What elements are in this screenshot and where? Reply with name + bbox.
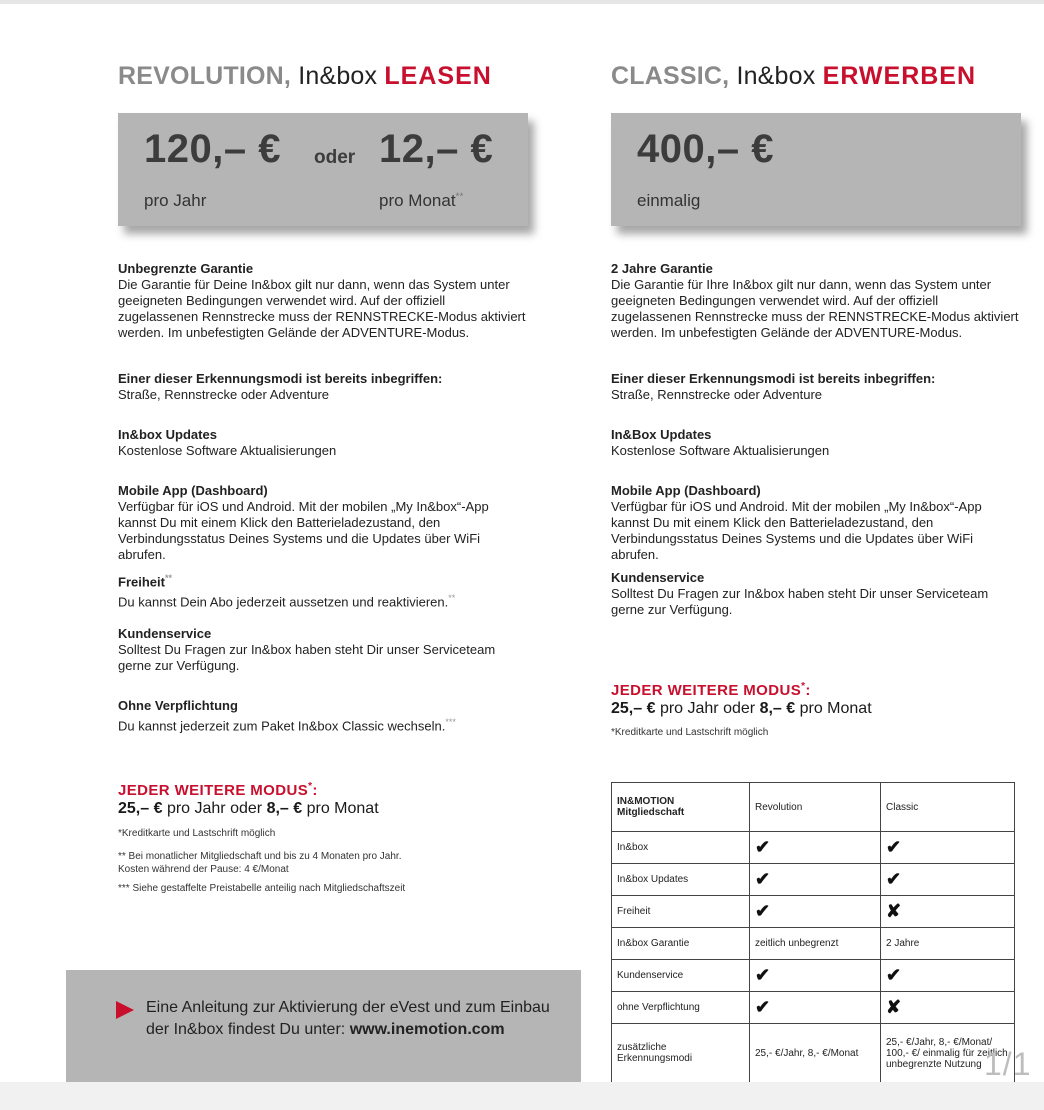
footnote-price-table: *** Siehe gestaffelte Preistabelle anteilig nach Mitgliedschaftszeit: [118, 883, 406, 894]
table-row: [612, 960, 1015, 992]
price-or: oder: [314, 147, 356, 168]
table-header-row: [612, 783, 1015, 832]
table-cell: zeitlich unbegrenzt: [750, 928, 881, 960]
feature-text: Straße, Rennstrecke oder Adventure: [611, 387, 823, 402]
feature-unlimited-warranty: [118, 261, 528, 341]
feature-heading: 2 Jahre Garantie: [611, 261, 713, 276]
feature-two-year-warranty: [611, 261, 1021, 341]
feature-text: Die Garantie für Ihre In&box gilt nur dann, wenn das System unter geeigneten Bedingungen verwendet wird. Auf der offiziell zugelassenen Rennstrecke muss der RENNSTRECKE-Modus aktiviert werden. Im unbefestigten Gelände der ADVENTURE-Modus.: [611, 277, 1019, 340]
table-row: [612, 1024, 1015, 1083]
feature-heading: Mobile App (Dashboard): [118, 483, 268, 498]
extra-mode-heading: JEDER WEITERE MODUS*:: [118, 781, 318, 799]
document-page: [0, 4, 1044, 1082]
classic-title: [611, 62, 976, 91]
feature-text: Die Garantie für Deine In&box gilt nur dann, wenn das System unter geeigneten Bedingungen verwendet wird. Auf der offiziell zugelassenen Rennstrecke muss der RENNSTRECKE-Modus aktiviert werden. Im unbefestigten Gelände der ADVENTURE-Modus.: [118, 277, 526, 340]
footnote-mark: **: [448, 593, 456, 604]
footnote-payment: *Kreditkarte und Lastschrift möglich: [611, 727, 769, 738]
cross-icon: ✘: [881, 896, 1015, 928]
price-month-label-wrap: [379, 191, 463, 211]
extra-mode-heading: JEDER WEITERE MODUS*:: [611, 681, 811, 699]
extra-mode-price: [118, 800, 379, 818]
extra-text-month: pro Monat: [799, 700, 872, 717]
extra-mode-price: [611, 700, 872, 718]
extra-text-year: pro Jahr oder: [166, 800, 263, 817]
table-cell: 25,- €/Jahr, 8,- €/Monat/ 100,- €/ einmalig für zeitlich unbegrenzte Nutzung: [881, 1024, 1015, 1083]
extra-price-month: 8,– €: [759, 700, 796, 717]
extra-price-year: 25,– €: [611, 700, 656, 717]
feature-heading-wrap: [118, 570, 528, 590]
feature-customer-service: [611, 570, 1021, 618]
price-per-year: 120,– €: [144, 127, 281, 171]
feature-text: Straße, Rennstrecke oder Adventure: [118, 387, 330, 402]
feature-updates: [611, 427, 1021, 459]
table-row: [612, 832, 1015, 864]
feature-heading: Unbegrenzte Garantie: [118, 261, 254, 276]
table-row: [612, 896, 1015, 928]
feature-heading: Kundenservice: [118, 626, 212, 641]
feature-text: Du kannst jederzeit zum Paket In&box Classic wechseln.: [118, 718, 446, 734]
title-keyword: CLASSIC,: [611, 62, 730, 90]
table-header-cell: IN&MOTION Mitgliedschaft: [612, 783, 750, 832]
extra-mode-heading-text: JEDER WEITERE MODUS: [118, 782, 309, 799]
feature-included-mode: [611, 371, 1021, 403]
feature-text: Kostenlose Software Aktualisierungen: [118, 443, 337, 458]
table-cell: In&box: [612, 832, 750, 864]
feature-freedom: [118, 570, 528, 611]
feature-heading: Einer dieser Erkennungsmodi ist bereits inbegriffen:: [118, 371, 443, 386]
revolution-title: [118, 62, 492, 91]
footnote-mark: **: [164, 573, 172, 583]
feature-mobile-app: [118, 483, 530, 563]
feature-mobile-app: [611, 483, 1021, 563]
feature-customer-service: [118, 626, 528, 674]
table-row: [612, 864, 1015, 896]
table-header-cell: Classic: [881, 783, 1015, 832]
footnote-mark: ***: [445, 717, 456, 727]
feature-text: Kostenlose Software Aktualisierungen: [611, 443, 830, 458]
table-cell: 25,- €/Jahr, 8,- €/Monat: [750, 1024, 881, 1083]
feature-text: Solltest Du Fragen zur In&box haben steht Dir unser Serviceteam gerne zur Verfügung.: [118, 642, 496, 673]
bottom-bar: [0, 1082, 1044, 1110]
price-year-label: pro Jahr: [144, 191, 207, 210]
feature-heading: Freiheit: [118, 574, 165, 590]
table-header-cell: Revolution: [750, 783, 881, 832]
extra-text-year: pro Jahr oder: [659, 700, 756, 717]
check-icon: ✔: [881, 864, 1015, 896]
table-cell: 2 Jahre: [881, 928, 1015, 960]
footnote-mark: *: [801, 681, 806, 692]
footnote-payment: *Kreditkarte und Lastschrift möglich: [118, 828, 276, 839]
feature-text: Solltest Du Fragen zur In&box haben steht Dir unser Serviceteam gerne zur Verfügung.: [611, 586, 989, 617]
table-cell: ohne Verpflichtung: [612, 992, 750, 1024]
check-icon: ✔: [750, 896, 881, 928]
page-number: 1/1: [984, 1046, 1032, 1082]
check-icon: ✔: [750, 832, 881, 864]
title-product: In&box: [298, 62, 378, 90]
feature-heading: In&box Updates: [118, 427, 217, 442]
title-keyword: REVOLUTION,: [118, 62, 292, 90]
feature-heading: Einer dieser Erkennungsmodi ist bereits inbegriffen:: [611, 371, 936, 386]
table-row: [612, 928, 1015, 960]
price-per-month: 12,– €: [379, 127, 494, 171]
check-icon: ✔: [750, 992, 881, 1024]
table-cell: In&box Garantie: [612, 928, 750, 960]
feature-text-wrap: [118, 590, 528, 610]
extra-price-year: 25,– €: [118, 800, 163, 817]
banner-text: Eine Anleitung zur Aktivierung der eVest und zum Einbau der In&box findest Du unter:: [146, 999, 550, 1038]
footnote-mark: **: [455, 191, 464, 203]
feature-updates: [118, 427, 528, 459]
price-one-time: 400,– €: [637, 127, 774, 171]
cross-icon: ✘: [881, 992, 1015, 1024]
footnote-pause-cost: Kosten während der Pause: 4 €/Monat: [118, 864, 289, 875]
check-icon: ✔: [750, 960, 881, 992]
banner-text-wrap: [146, 997, 576, 1041]
feature-included-mode: [118, 371, 528, 403]
title-action: LEASEN: [384, 62, 492, 90]
check-icon: ✔: [881, 832, 1015, 864]
check-icon: ✔: [750, 864, 881, 896]
footnote-mark: *: [308, 781, 313, 792]
feature-heading: In&Box Updates: [611, 427, 712, 442]
extra-text-month: pro Monat: [306, 800, 379, 817]
extra-mode-heading-text: JEDER WEITERE MODUS: [611, 682, 802, 699]
table-cell: zusätzliche Erkennungsmodi: [612, 1024, 750, 1083]
extra-price-month: 8,– €: [266, 800, 303, 817]
table-cell: Freiheit: [612, 896, 750, 928]
feature-text: Verfügbar für iOS und Android. Mit der mobilen „My In&box“-App kannst Du mit einem Klick den Batterieladezustand, den Verbindungsstatus Deines Systems und die Updates über WiFi abrufen.: [118, 499, 489, 562]
website-link[interactable]: www.inemotion.com: [349, 1021, 505, 1038]
title-action: ERWERBEN: [822, 62, 977, 90]
table-row: [612, 992, 1015, 1024]
title-product: In&box: [736, 62, 816, 90]
arrow-right-icon: [116, 1001, 134, 1019]
price-one-time-label: einmalig: [637, 191, 701, 210]
feature-text: Du kannst Dein Abo jederzeit aussetzen und reaktivieren.: [118, 594, 449, 610]
classic-price-box: [611, 113, 1021, 226]
feature-heading: Kundenservice: [611, 570, 705, 585]
feature-heading: Mobile App (Dashboard): [611, 483, 761, 498]
footnote-pause: ** Bei monatlicher Mitgliedschaft und bis zu 4 Monaten pro Jahr.: [118, 851, 402, 862]
feature-text: Verfügbar für iOS und Android. Mit der mobilen „My In&box“-App kannst Du mit einem Klick den Batterieladezustand, den Verbindungsstatus Deines Systems und die Updates über WiFi abrufen.: [611, 499, 982, 562]
check-icon: ✔: [881, 960, 1015, 992]
membership-comparison-table: [611, 782, 1015, 1083]
instructions-banner: [66, 970, 581, 1083]
table-cell: In&box Updates: [612, 864, 750, 896]
feature-heading: Ohne Verpflichtung: [118, 698, 238, 713]
price-month-label: pro Monat: [379, 191, 456, 210]
table-cell: Kundenservice: [612, 960, 750, 992]
feature-no-obligation: [118, 698, 528, 734]
feature-text-wrap: [118, 714, 528, 734]
revolution-price-box: [118, 113, 528, 226]
